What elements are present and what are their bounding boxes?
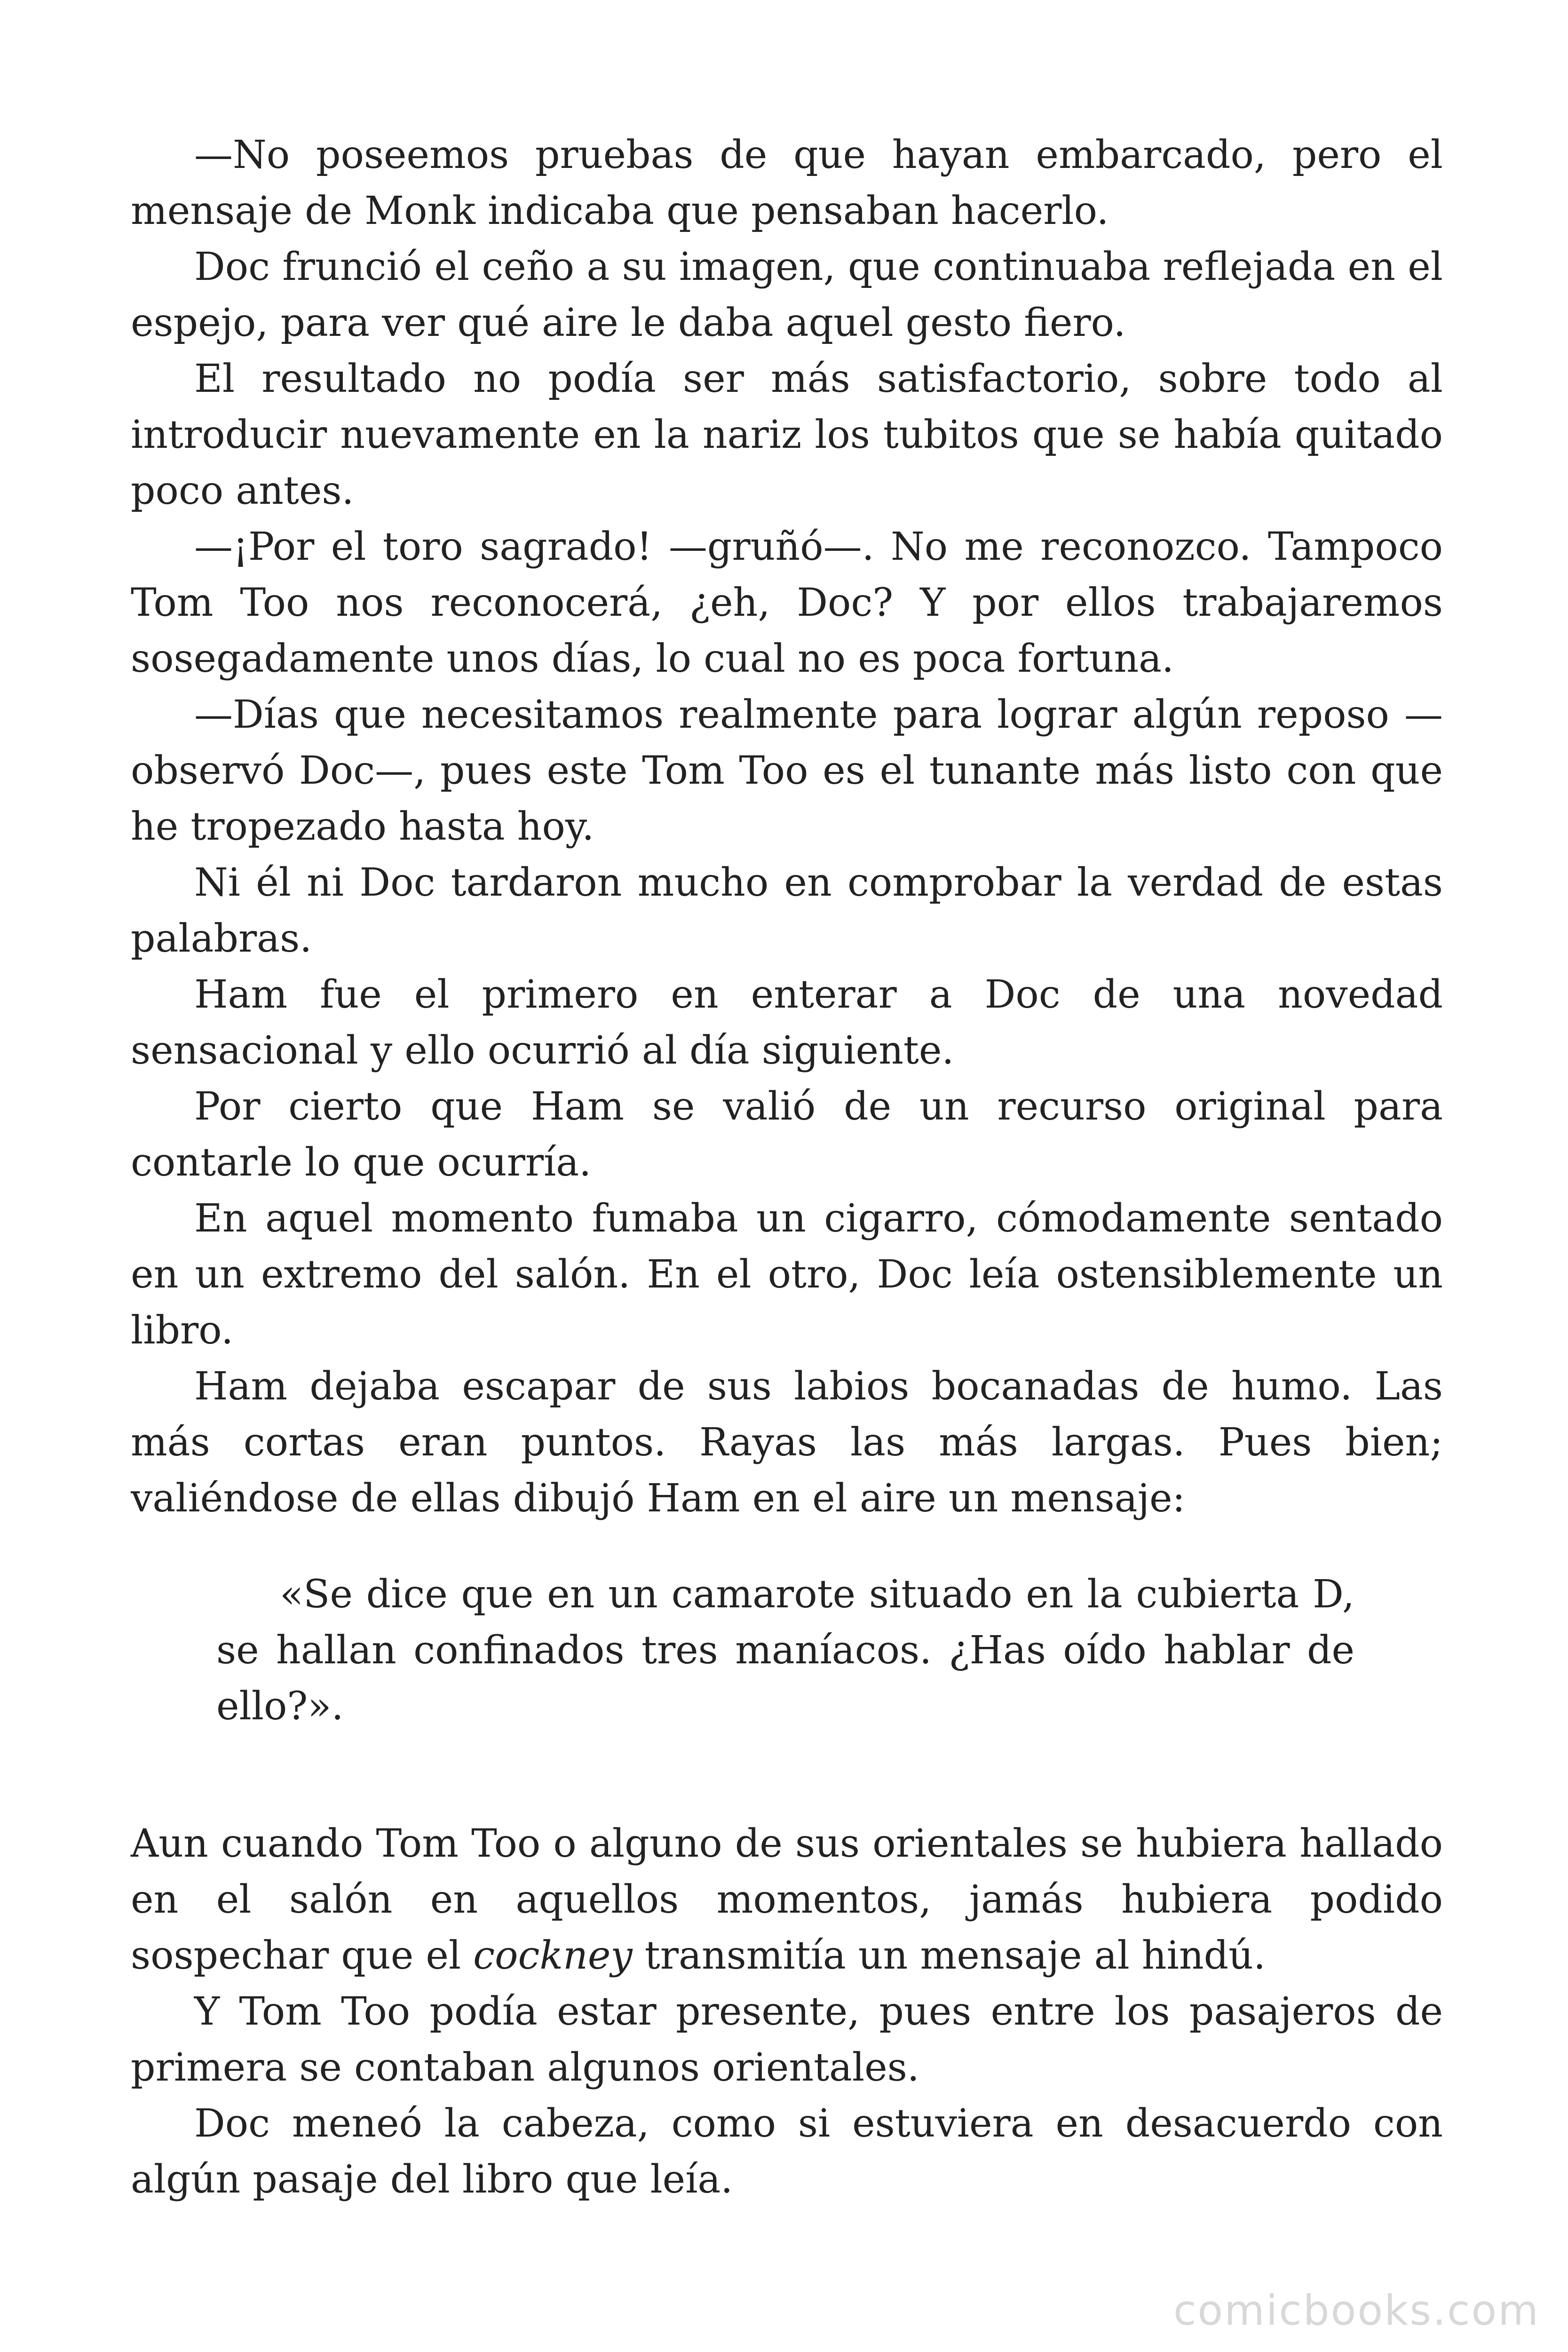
paragraph: Ni él ni Doc tardaron mucho en comprobar la verdad de estas palabras. — [131, 860, 1443, 961]
paragraph — [131, 1816, 1443, 1984]
quote-text: «Se dice que en un camarote situado en la cubierta D, se hallan confinados tres maníacos. ¿Has oído hablar de ello?». — [216, 1572, 1354, 1729]
body-text-top — [131, 127, 1443, 1526]
paragraph: Ham dejaba escapar de sus labios bocanadas de humo. Las más cortas eran puntos. Rayas las más largas. Pues bien; valiéndose de ellas dibujó Ham en el aire un mensaje: — [131, 1364, 1443, 1521]
paragraph: —Días que necesitamos realmente para lograr algún reposo —observó Doc—, pues este Tom Too es el tunante más listo con que he tropezado hasta hoy. — [131, 692, 1443, 849]
paragraph: Ham fue el primero en enterar a Doc de una novedad sensacional y ello ocurrió al día siguiente. — [131, 972, 1443, 1073]
paragraph: Y Tom Too podía estar presente, pues entre los pasajeros de primera se contaban algunos orientales. — [131, 1989, 1443, 2090]
body-text-bottom — [131, 1816, 1443, 2208]
paragraph: Por cierto que Ham se valió de un recurso original para contarle lo que ocurría. — [131, 1084, 1443, 1185]
italic-word: cockney — [473, 1933, 633, 1978]
paragraph-text-end: transmitía un mensaje al hindú. — [632, 1933, 1266, 1978]
watermark: comicbooks.com — [1173, 2286, 1540, 2335]
block-quote — [216, 1566, 1354, 1734]
paragraph: —No poseemos pruebas de que hayan embarcado, pero el mensaje de Monk indicaba que pensaban hacerlo. — [131, 133, 1443, 233]
paragraph-text-start: Aun cuando Tom Too o alguno de sus orientales se hubiera hallado en el salón en aquellos momentos, jamás hubiera podido sospechar que el — [131, 1821, 1443, 1978]
paragraph: Doc frunció el ceño a su imagen, que continuaba reflejada en el espejo, para ver qué aire le daba aquel gesto fiero. — [131, 245, 1443, 345]
paragraph: Doc meneó la cabeza, como si estuviera en desacuerdo con algún pasaje del libro que leía. — [131, 2101, 1443, 2202]
paragraph: —¡Por el toro sagrado! —gruñó—. No me reconozco. Tampoco Tom Too nos reconocerá, ¿eh, Doc? Y por ellos trabajaremos sosegadamente unos días, lo cual no es poca fortuna. — [131, 524, 1443, 681]
paragraph: En aquel momento fumaba un cigarro, cómodamente sentado en un extremo del salón. En el otro, Doc leía ostensiblemente un libro. — [131, 1196, 1443, 1353]
paragraph: El resultado no podía ser más satisfactorio, sobre todo al introducir nuevamente en la nariz los tubitos que se había quitado poco antes. — [131, 357, 1443, 513]
